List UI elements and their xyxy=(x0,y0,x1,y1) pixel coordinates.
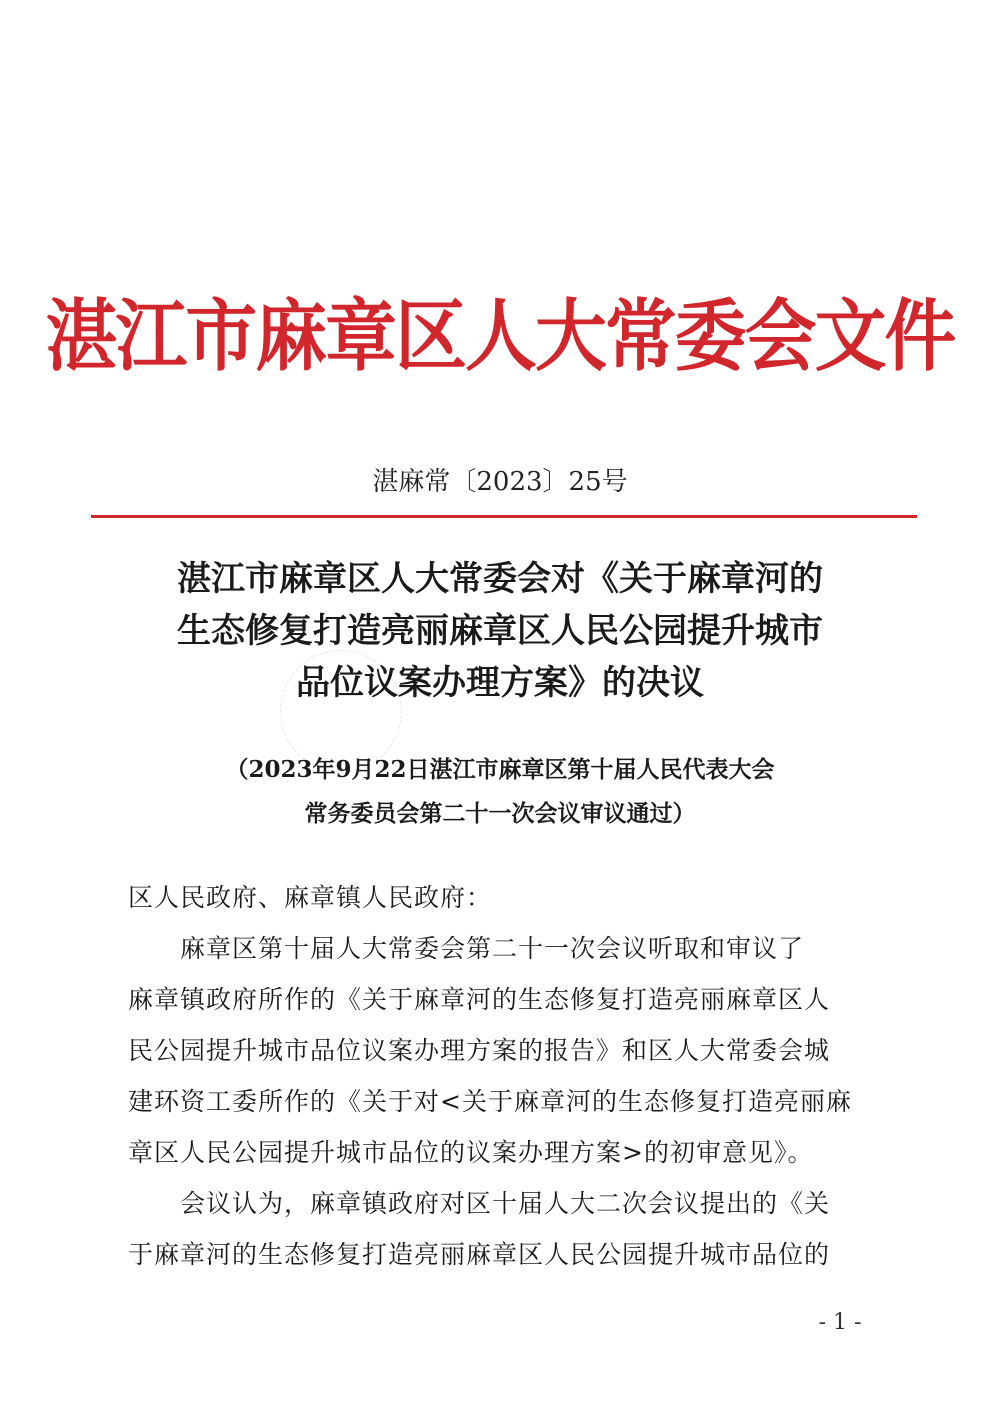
body-line: 于麻章河的生态修复打造亮丽麻章区人民公园提升城市品位的 xyxy=(128,1240,831,1269)
document-number: 湛麻常〔2023〕25号 xyxy=(372,467,628,497)
title-line: 生态修复打造亮丽麻章区人民公园提升城市 xyxy=(177,611,823,651)
body-line: 章区人民公园提升城市品位的议案办理方案>的初审意见》。 xyxy=(128,1138,814,1167)
title-line: 品位议案办理方案》的决议 xyxy=(296,663,704,703)
document-title xyxy=(110,553,890,709)
body-line: 建环资工委所作的《关于对<关于麻章河的生态修复打造亮丽麻 xyxy=(128,1087,852,1116)
masthead-title: 湛江市麻章区人大常委会文件 xyxy=(45,291,955,382)
page-number: - 1 - xyxy=(818,1310,862,1335)
body-line: 民公园提升城市品位议案办理方案的报告》和区人大常委会城 xyxy=(128,1036,831,1065)
body-line: 麻章区第十届人大常委会第二十一次会议听取和审议了 xyxy=(180,934,805,963)
subtitle-line: （2023年9月22日湛江市麻章区第十届人民代表大会 xyxy=(225,756,775,783)
document-subtitle xyxy=(100,748,900,836)
subtitle-line: 常务委员会第二十一次会议审议通过） xyxy=(304,800,696,827)
body-line: 会议认为，麻章镇政府对区十届人大二次会议提出的《关 xyxy=(180,1189,831,1218)
addressee: 区人民政府、麻章镇人民政府： xyxy=(128,883,493,912)
red-divider-line xyxy=(91,515,917,518)
title-line: 湛江市麻章区人大常委会对《关于麻章河的 xyxy=(177,559,823,599)
body-line: 麻章镇政府所作的《关于麻章河的生态修复打造亮丽麻章区人 xyxy=(128,985,831,1014)
document-body xyxy=(128,872,870,1280)
